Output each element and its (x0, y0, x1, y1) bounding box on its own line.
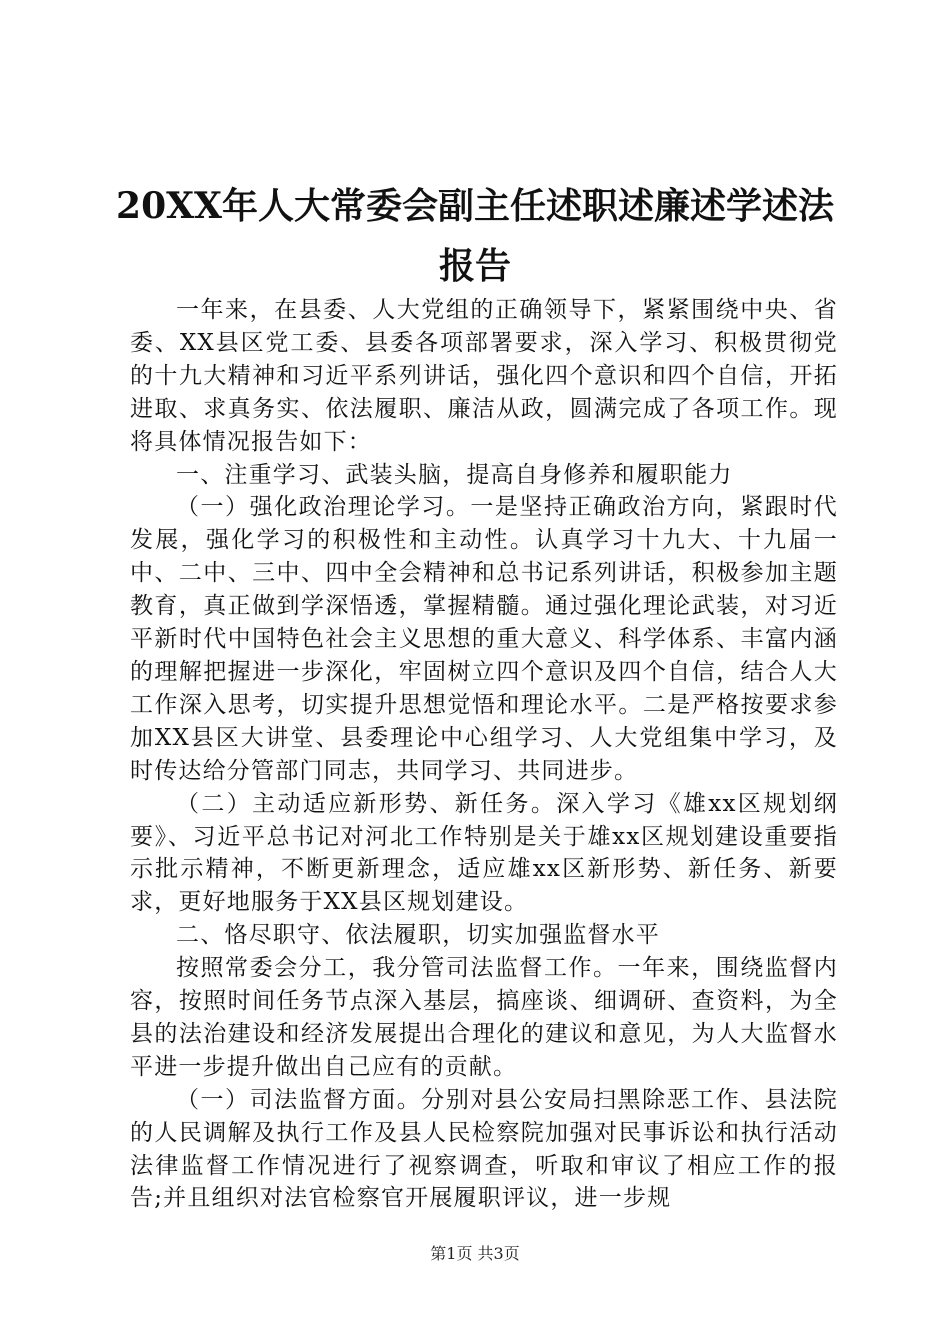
paragraph-judicial-supervision: （一）司法监督方面。分别对县公安局扫黑除恶工作、县法院的人民调解及执行工作及县人民检察院加强对民事诉讼和执行活动法律监督工作情况进行了视察调查，听取和审议了相应工作的报告;并且组织对法官检察官开展履职评议，进一步规 (130, 1086, 838, 1212)
document-title-line-1: 20XX年人大常委会副主任述职述廉述学述法 (116, 185, 834, 227)
paragraph-new-situation: （二）主动适应新形势、新任务。深入学习《雄xx区规划纲要》、习近平总书记对河北工作特别是关于雄xx区规划建设重要指示批示精神，不断更新理念，适应雄xx区新形势、新任务、新要求，更好地服务于XX县区规划建设。 (130, 790, 838, 916)
page-footer: 第1页 共3页 (430, 1244, 520, 1263)
document-title-line-2: 报告 (438, 245, 511, 287)
paragraph-study-theory: （一）强化政治理论学习。一是坚持正确政治方向，紧跟时代发展，强化学习的积极性和主动性。认真学习十九大、十九届一中、二中、三中、四中全会精神和总书记系列讲话，积极参加主题教育，真正做到学深悟透，掌握精髓。通过强化理论武装，对习近平新时代中国特色社会主义思想的重大意义、科学体系、丰富内涵的理解把握进一步深化，牢固树立四个意识及四个自信，结合人大工作深入思考，切实提升思想觉悟和理论水平。二是严格按要求参加XX县区大讲堂、县委理论中心组学习、人大党组集中学习，及时传达给分管部门同志，共同学习、共同进步。 (130, 494, 838, 784)
section-heading-2: 二、恪尽职守、依法履职，切实加强监督水平 (176, 922, 660, 949)
section-heading-1: 一、注重学习、武装头脑，提高自身修养和履职能力 (176, 461, 733, 488)
document-body (130, 294, 838, 1215)
paragraph-supervision: 按照常委会分工，我分管司法监督工作。一年来，围绕监督内容，按照时间任务节点深入基层，搞座谈、细调研、查资料，为全县的法治建设和经济发展提出合理化的建议和意见，为人大监督水平进一步提升做出自己应有的贡献。 (130, 955, 838, 1080)
paragraph-intro: 一年来，在县委、人大党组的正确领导下，紧紧围绕中央、省委、XX县区党工委、县委各项部署要求，深入学习、积极贯彻党的十九大精神和习近平系列讲话，强化四个意识和四个自信，开拓进取、求真务实、依法履职、廉洁从政，圆满完成了各项工作。现将具体情况报告如下： (130, 297, 838, 455)
